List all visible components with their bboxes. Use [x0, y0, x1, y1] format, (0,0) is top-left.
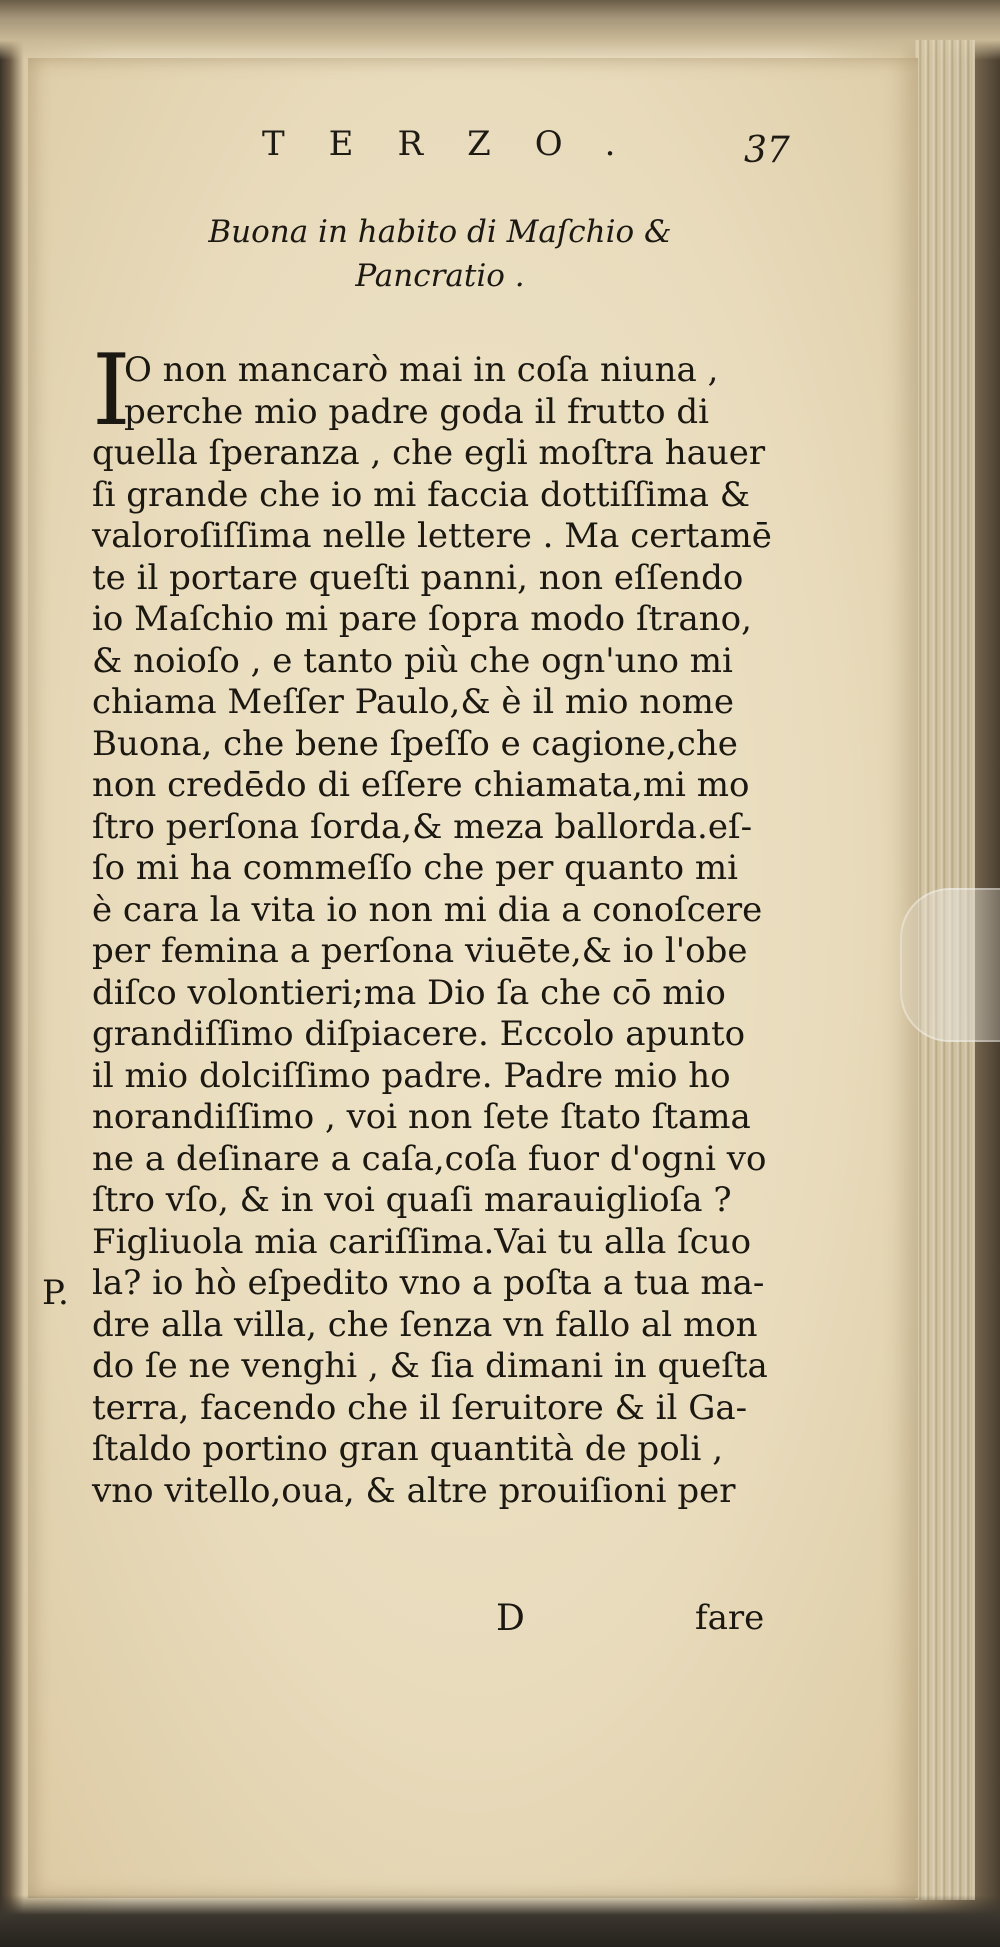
- running-head: TERZO.: [262, 124, 660, 164]
- signature-mark: D: [496, 1598, 525, 1639]
- text-line: norandiſſimo , voi non ſete ſtato ſtama: [92, 1097, 751, 1137]
- speaker-label: P.: [42, 1273, 69, 1313]
- text-line: chiama Meſſer Paulo,& è il mio nome: [92, 682, 735, 722]
- text-line: ſtro perſona ſorda,& meza ballorda.eſ-: [92, 806, 753, 847]
- text-line: ſtro vſo, & in voi quaſi marauiglioſa ?: [92, 1180, 732, 1220]
- text-line: non credēdo di eſſere chiamata,mi mo: [92, 765, 750, 805]
- text-line: ſi grande che io mi faccia dottiſſima &: [92, 474, 751, 515]
- text-line: per femina a perſona viuēte,& io l'obe: [92, 931, 748, 971]
- scene-heading: [140, 210, 740, 298]
- text-line: & noioſo , e tanto più che ogn'uno mi: [92, 640, 733, 681]
- text-line: terra, facendo che il ſeruitore & il Ga-: [92, 1387, 748, 1428]
- text-line: perche mio padre goda il frutto di: [124, 391, 709, 432]
- body-text: [92, 350, 792, 1512]
- text-line: la? io hò eſpedito vno a poſta a tua ma-: [92, 1263, 765, 1303]
- book-bottom-edge: [0, 1895, 1000, 1947]
- text-line: diſco volontieri;ma Dio ſa che cō mio: [92, 972, 726, 1013]
- text-line: ſo mi ha commeſſo che per quanto mi: [92, 848, 739, 888]
- text-line: quella ſperanza , che egli moſtra hauer: [92, 433, 766, 473]
- text-line: è cara la vita io non mi dia a conoſcere: [92, 889, 763, 930]
- book-top-edge: [0, 0, 1000, 60]
- text-line: vno vitello,oua, & altre prouiſioni per: [92, 1470, 736, 1511]
- drop-cap: I: [92, 334, 131, 448]
- text-line: grandiſſimo diſpiacere. Eccolo apunto: [92, 1014, 746, 1054]
- text-line: te il portare queſti panni, non eſſendo: [92, 557, 744, 598]
- text-line: io Maſchio mi pare ſopra modo ſtrano,: [92, 599, 752, 639]
- text-line: valoroſiſſima nelle lettere . Ma certamē: [92, 516, 772, 556]
- page-clip-icon: [900, 888, 1000, 1042]
- text-line: do ſe ne venghi , & ſia dimani in queſta: [92, 1346, 768, 1386]
- text-line: dre alla villa, che ſenza vn fallo al mon: [92, 1304, 758, 1345]
- page-header: [262, 118, 852, 178]
- text-line: O non mancarò mai in coſa niuna ,: [124, 350, 719, 390]
- text-line: Buona, che bene ſpeſſo e cagione,che: [92, 723, 738, 764]
- text-line: ne a deſinare a caſa,coſa fuor d'ogni vo: [92, 1138, 767, 1179]
- text-line: il mio dolciſſimo padre. Padre mio ho: [92, 1055, 731, 1096]
- scene-heading-line: Buona in habito di Maſchio &: [208, 214, 672, 250]
- page-number: 37: [744, 130, 790, 171]
- text-line: ſtaldo portino gran quantità de poli ,: [92, 1429, 724, 1469]
- catchword: fare: [695, 1598, 765, 1638]
- text-line: Figliuola mia cariſſima.Vai tu alla ſcuo: [92, 1221, 752, 1262]
- scene-heading-line: Pancratio .: [355, 258, 525, 294]
